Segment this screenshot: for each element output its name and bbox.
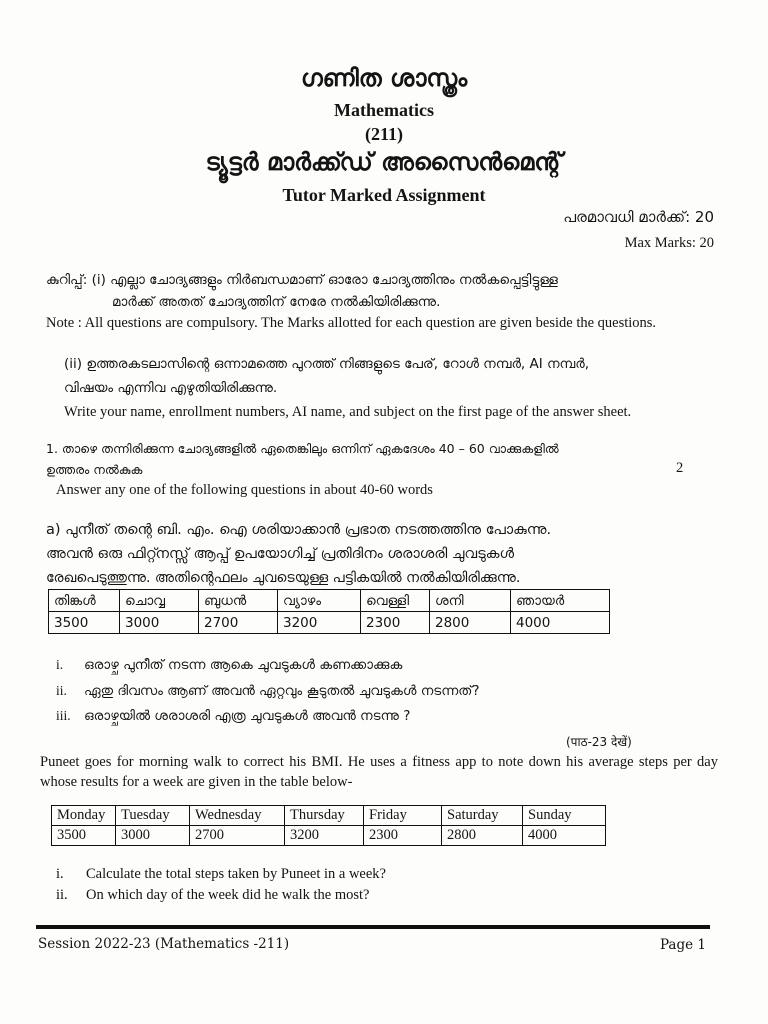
- question-en-num: i.: [56, 866, 64, 882]
- table-cell: Friday: [364, 806, 442, 826]
- note-2-english: Write your name, enrollment numbers, AI name, and subject on the first page of the answer sheet.: [64, 404, 632, 420]
- question-1-english: Answer any one of the following questions in about 40-60 words: [56, 482, 433, 498]
- footer-divider: [36, 925, 710, 929]
- table-cell: Monday: [52, 806, 116, 826]
- note-1-malayalam-line2: മാർക്ക് അതത് ചോദ്യത്തിന് നേരേ നൽകിയിരിക്കുന്നു.: [112, 294, 441, 310]
- lesson-reference-note: (पाठ-23 देखें): [566, 735, 632, 749]
- table-cell: തിങ്കൾ: [49, 590, 120, 612]
- question-mal-num: i.: [56, 657, 64, 672]
- part-a-malayalam-line3: രേഖപെടുത്തുന്നു. അതിന്റെഫലം ചുവടെയുള്ള പട്ടികയിൽ നൽകിയിരിക്കുന്നു.: [46, 570, 521, 586]
- table-cell: Wednesday: [190, 806, 285, 826]
- question-mal-text: ഏതു ദിവസം ആണ് അവൻ ഏറ്റവും കൂടുതൽ ചുവടുകൾ നടന്നത്?: [84, 683, 480, 699]
- table-cell: Tuesday: [116, 806, 190, 826]
- subject-code: (211): [365, 124, 403, 144]
- table-cell: 3000: [116, 826, 190, 846]
- table-cell: Thursday: [285, 806, 364, 826]
- question-1-malayalam-line2: ഉത്തരം നൽകുക: [46, 462, 143, 477]
- note-2-malayalam-line1: (ii) ഉത്തരകടലാസിന്റെ ഒന്നാമത്തെ പുറത്ത് നിങ്ങളുടെ പേര്, റോൾ നമ്പർ, AI നമ്പർ,: [64, 356, 590, 372]
- part-a-malayalam-line1: a) പുനീത് തന്റെ ബി. എം. ഐ ശരിയാക്കാൻ പ്രഭാത നടത്തത്തിനു പോകുന്നു.: [46, 522, 552, 538]
- table-row: [52, 806, 606, 826]
- max-marks-malayalam: പരമാവധി മാർക്ക്: 20: [563, 208, 714, 226]
- table-cell: 2700: [190, 826, 285, 846]
- table-cell: ശനി: [430, 590, 511, 612]
- question-en-text: Calculate the total steps taken by Puneet in a week?: [86, 866, 386, 882]
- title-malayalam: ഗണിത ശാസ്ത്രം: [300, 64, 468, 92]
- table-cell: Sunday: [523, 806, 606, 826]
- question-en-text: On which day of the week did he walk the most?: [86, 887, 370, 903]
- max-marks: Max Marks: 20: [624, 235, 714, 251]
- question-en-num: ii.: [56, 887, 68, 903]
- table-cell: ചൊവ്വ: [120, 590, 199, 612]
- table-cell: വ്യാഴം: [278, 590, 361, 612]
- table-cell: 3500: [52, 826, 116, 846]
- table-row: [52, 826, 606, 846]
- table-row: [49, 612, 610, 634]
- subject-title: Mathematics: [334, 100, 434, 120]
- table-cell: 2800: [430, 612, 511, 634]
- table-cell: 3500: [49, 612, 120, 634]
- table-cell: 3200: [278, 612, 361, 634]
- table-cell: 3000: [120, 612, 199, 634]
- table-cell: 2700: [199, 612, 278, 634]
- question-mal-text: ഒരാഴ്ച പുനീത് നടന്ന ആകെ ചുവടുകൾ കണക്കാക്കുക: [84, 657, 403, 673]
- part-a-malayalam-line2: അവൻ ഒരു ഫിറ്റ്നസ്സ് ആപ്പ് ഉപയോഗിച്ച് പ്രതിദിനം ശരാശരി ചുവടുകൾ: [46, 546, 515, 562]
- table-cell: 4000: [511, 612, 610, 634]
- table-cell: 3200: [285, 826, 364, 846]
- note-1-english: Note : All questions are compulsory. The Marks allotted for each question are given beside the questions.: [46, 315, 657, 331]
- assignment-title-malayalam: ട്യൂട്ടർ മാർക്ക്ഡ് അസൈൻമെന്റ്: [205, 148, 563, 176]
- page-number: Page 1: [659, 937, 706, 953]
- question-1-malayalam-line1: 1. താഴെ തന്നിരിക്കുന്ന ചോദ്യങ്ങളിൽ ഏതെങ്കിലും ഒന്നിന് ഏകദേശം 40 – 60 വാക്കുകളിൽ: [46, 441, 559, 456]
- question-mal-num: ii.: [56, 683, 67, 698]
- table-cell: 2800: [442, 826, 523, 846]
- table-cell: 2300: [364, 826, 442, 846]
- table-row: [49, 590, 610, 612]
- table-cell: ബുധൻ: [199, 590, 278, 612]
- steps-table-malayalam: [48, 589, 610, 634]
- steps-table-english: [51, 805, 606, 846]
- table-cell: 4000: [523, 826, 606, 846]
- part-a-english-paragraph: Puneet goes for morning walk to correct his BMI. He uses a fitness app to note down his average steps per day whose results for a week are given in the table below-: [40, 754, 718, 790]
- question-1-marks: 2: [676, 460, 684, 476]
- note-2-malayalam-line2: വിഷയം എന്നിവ എഴുതിയിരിക്കുന്നു.: [64, 380, 278, 396]
- table-cell: ഞായർ: [511, 590, 610, 612]
- table-cell: Saturday: [442, 806, 523, 826]
- table-cell: വെള്ളി: [361, 590, 430, 612]
- question-mal-text: ഒരാഴ്ചയിൽ ശരാശരി എത്ര ചുവടുകൾ അവൻ നടന്നു ?: [84, 708, 411, 724]
- assignment-title: Tutor Marked Assignment: [282, 185, 486, 205]
- question-mal-num: iii.: [56, 708, 71, 723]
- footer-session: Session 2022-23 (Mathematics -211): [38, 936, 290, 952]
- table-cell: 2300: [361, 612, 430, 634]
- note-1-malayalam-line1: കുറിപ്പ്: (i) എല്ലാ ചോദ്യങ്ങളും നിർബന്ധമാണ് ഓരോ ചോദ്യത്തിനും നൽകപ്പെട്ടിട്ടുള്ള: [46, 272, 558, 288]
